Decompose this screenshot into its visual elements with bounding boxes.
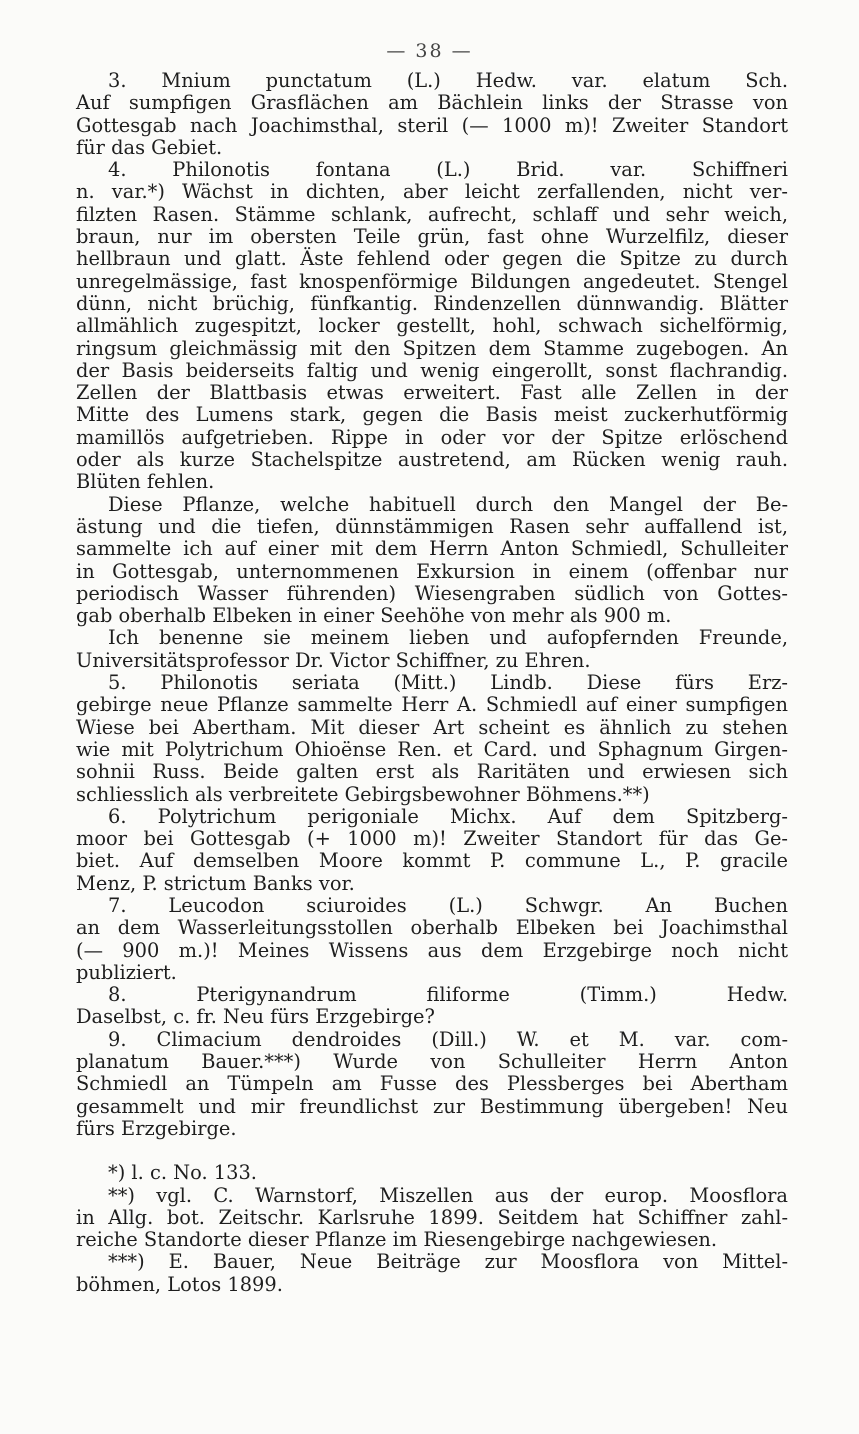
- text-line: Schmiedl an Tümpeln am Fusse des Plessberges bei Abertham: [76, 1072, 788, 1096]
- text-line: Wiese bei Abertham. Mit dieser Art scheint es ähnlich zu stehen: [76, 715, 788, 739]
- footnotes: [76, 1162, 788, 1296]
- text-line: 3. Mnium punctatum (L.) Hedw. var. elatum Sch.: [108, 69, 788, 92]
- text-line: Diese Pflanze, welche habituell durch den Mangel der Be-: [108, 492, 788, 516]
- text-line: periodisch Wasser führenden) Wiesengraben südlich von Gottes-: [76, 581, 788, 605]
- text-line: wie mit Polytrichum Ohioënse Ren. et Card. und Sphagnum Girgen-: [76, 737, 788, 761]
- text-line: moor bei Gottesgab (+ 1000 m)! Zweiter Standort für das Ge-: [76, 827, 788, 851]
- text-line: gebirge neue Pflanze sammelte Herr A. Schmiedl auf einer sumpfigen: [76, 693, 788, 717]
- text-line: ringsum gleichmässig mit den Spitzen dem Stamme zugebogen. An: [76, 336, 788, 360]
- text-line: sohnii Russ. Beide galten erst als Raritäten und erwiesen sich: [76, 760, 788, 784]
- footnote-line: **) vgl. C. Warnstorf, Miszellen aus der europ. Moosflora: [108, 1183, 788, 1207]
- text-line: 8. Pterigynandrum filiforme (Timm.) Hedw.: [108, 983, 788, 1007]
- text-line: hellbraun und glatt. Äste fehlend oder gegen die Spitze zu durch: [76, 247, 788, 271]
- text-line: 4. Philonotis fontana (L.) Brid. var. Schiffneri: [108, 158, 788, 182]
- footnote-line: böhmen, Lotos 1899.: [76, 1272, 283, 1296]
- text-line: an dem Wasserleitungsstollen oberhalb Elbeken bei Joachimsthal: [76, 916, 788, 940]
- footnote-line: in Allg. bot. Zeitschr. Karlsruhe 1899. Seitdem hat Schiffner zahl-: [76, 1205, 788, 1229]
- text-line: fürs Erzgebirge.: [76, 1116, 237, 1140]
- text-line: biet. Auf demselben Moore kommt P. commune L., P. gracile: [76, 849, 788, 873]
- text-line: ästung und die tiefen, dünnstämmigen Rasen sehr auffallend ist,: [76, 514, 788, 538]
- text-line: mamillös aufgetrieben. Rippe in oder vor der Spitze erlöschend: [76, 425, 788, 449]
- text-line: Ich benenne sie meinem lieben und aufopfernden Freunde,: [108, 626, 788, 650]
- text-line: 7. Leucodon sciuroides (L.) Schwgr. An Buchen: [108, 893, 788, 917]
- footnote-gap: [76, 1140, 788, 1162]
- page-number: — 38 —: [386, 40, 473, 62]
- text-line: Auf sumpfigen Grasflächen am Bächlein links der Strasse von: [76, 91, 788, 115]
- text-line: Gottesgab nach Joachimsthal, steril (— 1000 m)! Zweiter Standort: [76, 113, 788, 137]
- text-line: dünn, nicht brüchig, fünfkantig. Rindenzellen dünnwandig. Blätter: [76, 291, 788, 315]
- text-line: für das Gebiet.: [76, 135, 223, 159]
- text-line: gab oberhalb Elbeken in einer Seehöhe von mehr als 900 m.: [76, 604, 672, 628]
- footnote-line: ***) E. Bauer, Neue Beiträge zur Moosflora von Mittel-: [108, 1250, 788, 1274]
- text-line: unregelmässige, fast knospenförmige Bildungen angedeutet. Stengel: [76, 269, 788, 293]
- text-line: sammelte ich auf einer mit dem Herrn Anton Schmiedl, Schulleiter: [76, 537, 788, 561]
- text-line: in Gottesgab, unternommenen Exkursion in einem (offenbar nur: [76, 559, 788, 583]
- main-text: [76, 70, 788, 1140]
- text-line: n. var.*) Wächst in dichten, aber leicht zerfallenden, nicht ver-: [76, 180, 788, 204]
- text-line: 5. Philonotis seriata (Mitt.) Lindb. Diese fürs Erz-: [108, 671, 788, 695]
- text-line: oder als kurze Stachelspitze austretend, am Rücken wenig rauh.: [76, 448, 788, 472]
- text-line: braun, nur im obersten Teile grün, fast ohne Wurzelfilz, dieser: [76, 225, 788, 249]
- text-line: Menz, P. strictum Banks vor.: [76, 871, 355, 895]
- text-line: 9. Climacium dendroides (Dill.) W. et M. var. com-: [108, 1027, 788, 1051]
- text-line: Daselbst, c. fr. Neu fürs Erzgebirge?: [76, 1005, 435, 1029]
- text-line: allmählich zugespitzt, locker gestellt, hohl, schwach sichelförmig,: [76, 314, 788, 338]
- text-line: der Basis beiderseits faltig und wenig eingerollt, sonst flachrandig.: [76, 358, 788, 382]
- text-line: planatum Bauer.***) Wurde von Schulleiter Herrn Anton: [76, 1050, 788, 1074]
- text-line: schliesslich als verbreitete Gebirgsbewohner Böhmens.**): [76, 782, 650, 806]
- text-line: gesammelt und mir freundlichst zur Bestimmung übergeben! Neu: [76, 1094, 788, 1118]
- footnote-line: reiche Standorte dieser Pflanze im Riesengebirge nachgewiesen.: [76, 1228, 718, 1252]
- text-line: Universitätsprofessor Dr. Victor Schiffner, zu Ehren.: [76, 648, 591, 672]
- body-text: [76, 70, 788, 1296]
- footnote-line: *) l. c. No. 133.: [108, 1161, 257, 1185]
- text-line: Zellen der Blattbasis etwas erweitert. Fast alle Zellen in der: [76, 381, 788, 405]
- text-line: Mitte des Lumens stark, gegen die Basis meist zuckerhutförmig: [76, 403, 788, 427]
- text-line: 6. Polytrichum perigoniale Michx. Auf dem Spitzberg-: [108, 804, 788, 828]
- text-line: filzten Rasen. Stämme schlank, aufrecht, schlaff und sehr weich,: [76, 202, 788, 226]
- text-line: (— 900 m.)! Meines Wissens aus dem Erzgebirge noch nicht: [76, 938, 788, 962]
- text-line: publiziert.: [76, 960, 177, 984]
- text-line: Blüten fehlen.: [76, 470, 215, 494]
